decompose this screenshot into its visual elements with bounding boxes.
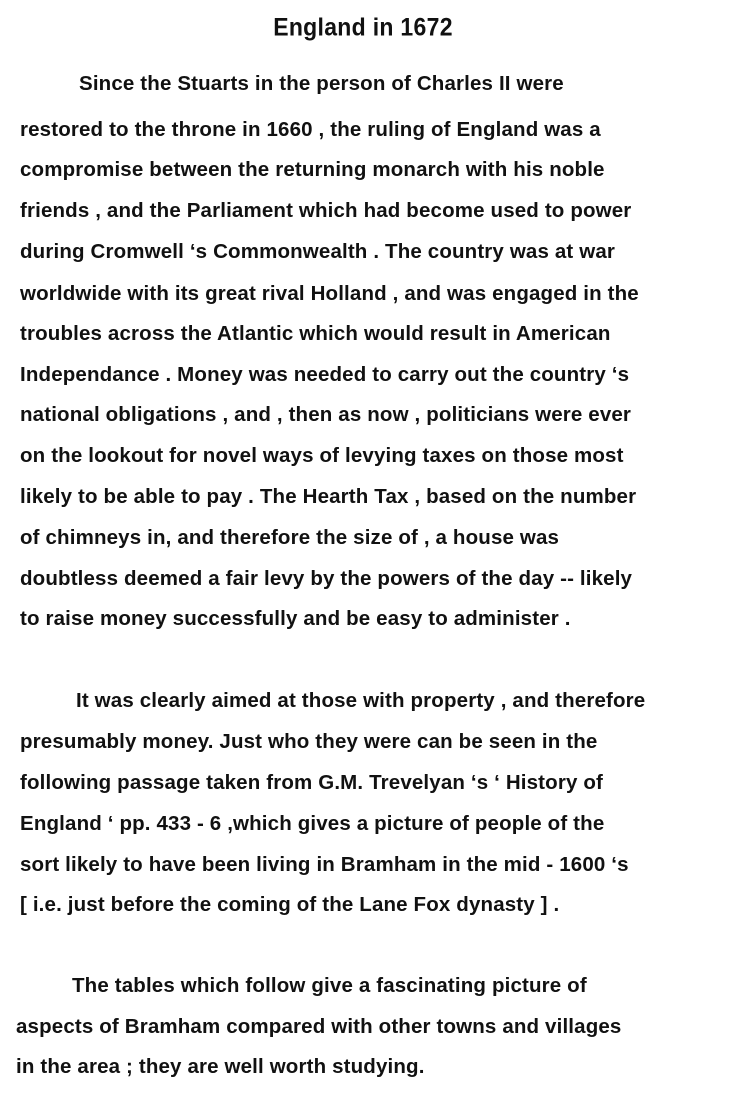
paragraph-line: restored to the throne in 1660 , the ruling of England was a <box>20 118 601 141</box>
paragraph-line: sort likely to have been living in Bramham in the mid - 1600 ‘s <box>20 853 629 876</box>
paragraph-line: during Cromwell ‘s Commonwealth . The country was at war <box>20 240 616 263</box>
paragraph-line: It was clearly aimed at those with property , and therefore <box>76 689 646 712</box>
paragraph-line: [ i.e. just before the coming of the Lane Fox dynasty ] . <box>20 893 560 916</box>
paragraph-line: Independance . Money was needed to carry out the country ‘s <box>20 363 630 386</box>
paragraph-line: on the lookout for novel ways of levying taxes on those most <box>20 444 624 467</box>
paragraph-line: doubtless deemed a fair levy by the powers of the day -- likely <box>20 567 633 590</box>
paragraph-line: England ‘ pp. 433 - 6 ,which gives a picture of people of the <box>20 812 605 835</box>
paragraph-line: in the area ; they are well worth studying. <box>16 1055 425 1078</box>
paragraph-line: of chimneys in, and therefore the size of , a house was <box>20 526 560 549</box>
paragraph-line: to raise money successfully and be easy to administer . <box>20 607 571 630</box>
paragraph-line: friends , and the Parliament which had become used to power <box>20 199 632 222</box>
paragraph-line: aspects of Bramham compared with other towns and villages <box>16 1015 622 1038</box>
paragraph-line: Since the Stuarts in the person of Charles II were <box>79 72 564 95</box>
paragraph-line: following passage taken from G.M. Trevelyan ‘s ‘ History of <box>20 771 603 794</box>
paragraph-line: presumably money. Just who they were can be seen in the <box>20 730 598 753</box>
paragraph-line: compromise between the returning monarch with his noble <box>20 158 605 181</box>
page-title: England in 1672 <box>273 12 453 42</box>
paragraph-line: troubles across the Atlantic which would result in American <box>20 322 611 345</box>
paragraph-line: worldwide with its great rival Holland , and was engaged in the <box>20 282 639 305</box>
paragraph-line: The tables which follow give a fascinating picture of <box>72 974 587 997</box>
paragraph-line: national obligations , and , then as now , politicians were ever <box>20 403 632 426</box>
paragraph-line: likely to be able to pay . The Hearth Tax , based on the number <box>20 485 637 508</box>
